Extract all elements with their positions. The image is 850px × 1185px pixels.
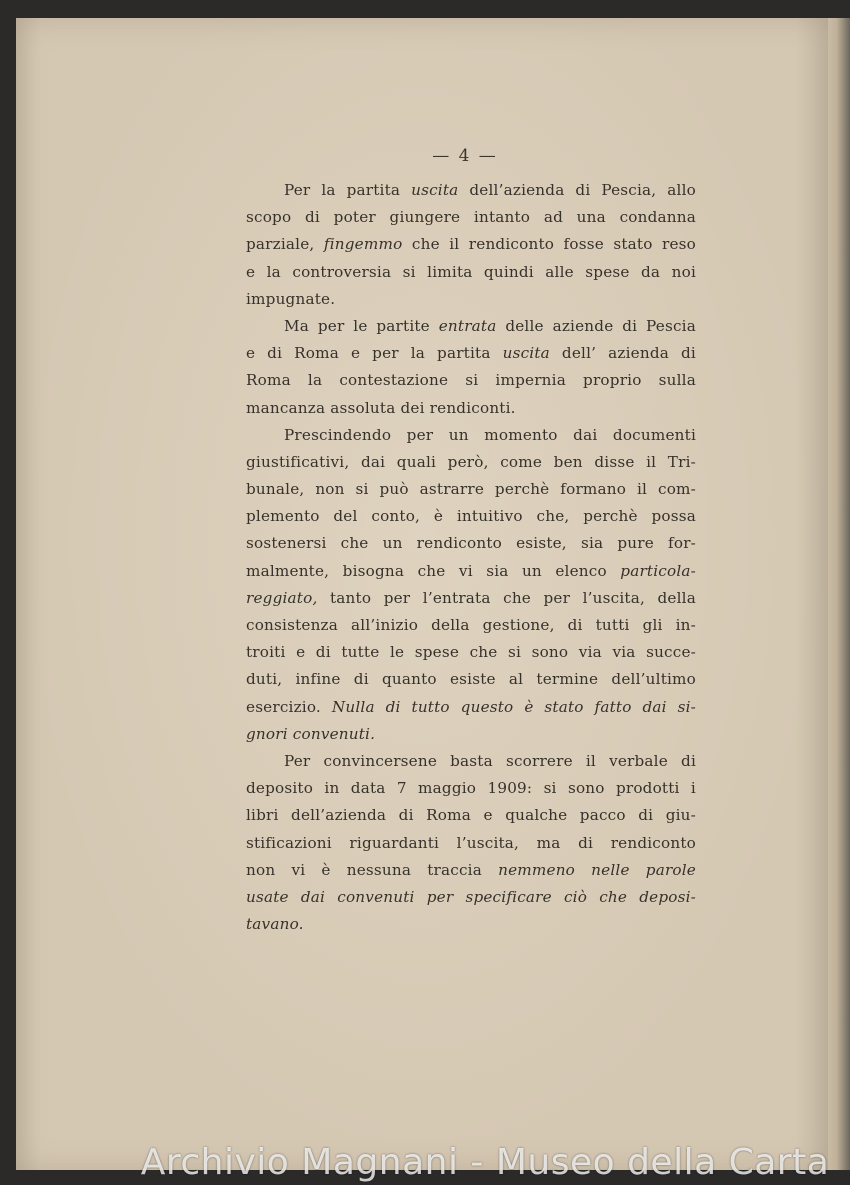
body-text [246,177,696,938]
text-line: esercizio. Nulla di tutto questo è stato fatto dai si- [246,697,696,716]
text-line: Per convincersene basta scorrere il verbale di [284,751,696,770]
paragraph [246,748,696,938]
text-line: libri dell’azienda di Roma e qualche pacco di giu- [246,806,696,825]
text-line: reggiato, tanto per l’entrata che per l’uscita, della [246,588,696,607]
text-line: Prescindendo per un momento dai documenti [284,425,696,444]
paragraph [246,177,696,313]
text-line: giustificativi, dai quali però, come ben disse il Tri- [246,452,696,471]
text-line: deposito in data 7 maggio 1909: si sono prodotti i [246,779,696,798]
text-line: parziale, fingemmo che il rendiconto fosse stato reso [246,235,696,254]
paragraph [246,313,696,422]
text-line: scopo di poter giungere intanto ad una condanna [246,208,696,227]
text-line: tavano. [246,915,304,934]
page-number: — 4 — [432,146,498,166]
text-line: duti, infine di quanto esiste al termine dell’ultimo [246,670,696,689]
text-line: mancanza assoluta dei rendiconti. [246,398,516,417]
text-line: Per la partita uscita dell’azienda di Pescia, allo [284,181,696,199]
text-line: Ma per le partite entrata delle aziende di Pescia [284,316,696,335]
text-line: non vi è nessuna traccia nemmeno nelle parole [246,860,696,879]
text-line: usate dai convenuti per specificare ciò che deposi- [246,887,696,906]
text-line: bunale, non si può astrarre perchè formano il com- [246,480,696,499]
text-line: consistenza all’inizio della gestione, di tutti gli in- [246,616,696,634]
paragraph [246,422,696,748]
text-line: impugnate. [246,289,336,308]
text-line: gnori convenuti. [246,724,376,743]
text-line: sostenersi che un rendiconto esiste, sia pure for- [246,534,696,553]
text-line: e di Roma e per la partita uscita dell’ azienda di [246,344,696,363]
text-line: plemento del conto, è intuitivo che, perchè possa [246,507,696,526]
text-line: Roma la contestazione si impernia proprio sulla [246,371,696,390]
text-line: stificazioni riguardanti l’uscita, ma di rendiconto [246,833,696,852]
page-edge [828,18,850,1170]
text-line: troiti e di tutte le spese che si sono via via succe- [246,643,696,662]
archive-watermark: Archivio Magnani - Museo della Carta [140,1142,830,1183]
text-line: e la controversia si limita quindi alle spese da noi [246,262,696,281]
text-line: malmente, bisogna che vi sia un elenco particola- [246,561,696,580]
